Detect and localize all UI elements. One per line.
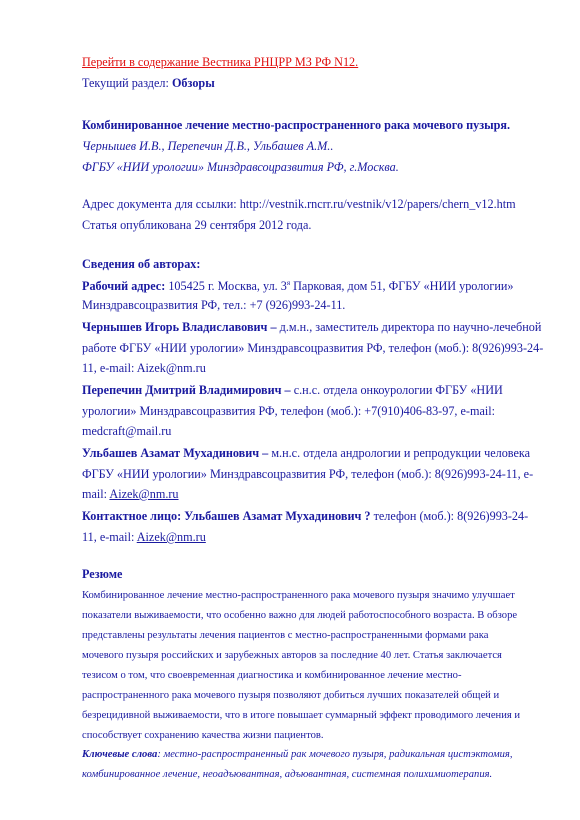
contact-email-link[interactable]: Aizek@nm.ru bbox=[136, 530, 206, 544]
contact-line2 bbox=[82, 530, 206, 544]
work-address-label: Рабочий адрес: bbox=[82, 279, 166, 293]
author3-line2: ФГБУ «НИИ урологии» Минздравсоцразвития РФ, телефон (моб.): 8(926)993-24-11, e- bbox=[82, 467, 534, 481]
publication-date: Статья опубликована 29 сентября 2012 года. bbox=[82, 218, 312, 232]
keywords-line1 bbox=[82, 748, 513, 762]
summary-line: представлены результаты лечения пациентов с местно-распространенными формами рака bbox=[82, 630, 489, 641]
article-title: Комбинированное лечение местно-распространенного рака мочевого пузыря. bbox=[82, 118, 511, 132]
summary-line: тезисом о том, что своевременная диагностика и комбинированное лечение местно- bbox=[82, 670, 462, 681]
summary-line: способствует сохранению качества жизни пациентов. bbox=[82, 730, 324, 741]
author3-email-link[interactable]: Aizek@nm.ru bbox=[109, 487, 179, 501]
work-address-text-2: Парковая, дом 51, ФГБУ «НИИ урологии» bbox=[290, 279, 514, 293]
author3-text: м.н.с. отдела андрологии и репродукции человека bbox=[268, 446, 531, 460]
author3-name: Ульбашев Азамат Мухадинович – bbox=[82, 446, 269, 460]
author1-line3: 11, e-mail: Aizek@nm.ru bbox=[82, 361, 206, 375]
summary-line: мочевого пузыря российских и зарубежных авторов за последние 40 лет. Статья заключается bbox=[82, 650, 502, 661]
section-value: Обзоры bbox=[171, 76, 215, 90]
document-address: Адрес документа для ссылки: http://vestnik.rncrr.ru/vestnik/v12/papers/chern_v12.htm bbox=[82, 197, 516, 211]
author3-line1 bbox=[82, 446, 530, 460]
work-address bbox=[82, 279, 514, 293]
keywords-line2: комбинированное лечение, неоадъювантная, адъювантная, системная полихимиотерапия. bbox=[82, 769, 493, 780]
author2-text: с.н.с. отдела онкоурологии ФГБУ «НИИ bbox=[290, 383, 503, 397]
contact-label: Контактное лицо: Ульбашев Азамат Мухадинович ? bbox=[82, 509, 371, 523]
keywords-text: : местно-распространенный рак мочевого пузыря, радикальная цистэктомия, bbox=[157, 749, 513, 760]
article-authors: Чернышев И.В., Перепечин Д.В., Ульбашев А.М.. bbox=[82, 139, 334, 153]
author1-line2: работе ФГБУ «НИИ урологии» Минздравсоцразвития РФ, телефон (моб.): 8(926)993-24- bbox=[82, 341, 544, 355]
contact-line1 bbox=[82, 509, 528, 523]
author2-name: Перепечин Дмитрий Владимирович – bbox=[82, 383, 291, 397]
section-label: Текущий раздел: bbox=[82, 76, 172, 90]
summary-line: безрецидивной выживаемости, что в итоге повышает суммарный эффект проводимого лечения и bbox=[82, 710, 521, 721]
work-address-sup: я bbox=[286, 278, 291, 287]
summary-line: показатели выживаемости, что особенно важно для людей работоспособного возраста. В обзоре bbox=[82, 610, 518, 621]
author2-line2: урологии» Минздравсоцразвития РФ, телефон (моб.): +7(910)406-83-97, e-mail: bbox=[82, 404, 496, 418]
author2-line3: medcraft@mail.ru bbox=[82, 424, 172, 438]
author1-name: Чернышев Игорь Владиславович – bbox=[82, 320, 277, 334]
summary-line: распространенного рака мочевого пузыря позволяют добиться лучших показателей общей и bbox=[82, 690, 500, 701]
contents-link[interactable]: Перейти в содержание Вестника РНЦРР МЗ РФ N12. bbox=[82, 55, 359, 69]
current-section bbox=[82, 76, 215, 90]
contact-mail-prefix: 11, e-mail: bbox=[82, 530, 137, 544]
summary-heading: Резюме bbox=[82, 567, 123, 581]
author1-line1 bbox=[82, 320, 541, 334]
authors-heading: Сведения об авторах: bbox=[82, 257, 201, 271]
article-institution: ФГБУ «НИИ урологии» Минздравсоцразвития РФ, г.Москва. bbox=[82, 160, 399, 174]
summary-line: Комбинированное лечение местно-распространенного рака мочевого пузыря значимо улучшает bbox=[82, 590, 515, 601]
keywords-label: Ключевые слова bbox=[82, 749, 158, 760]
work-address-text: 105425 г. Москва, ул. 3 bbox=[165, 279, 287, 293]
work-address-line2: Минздравсоцразвития РФ, тел.: +7 (926)993-24-11. bbox=[82, 298, 346, 312]
author1-text: д.м.н., заместитель директора по научно-лечебной bbox=[276, 320, 542, 334]
contact-text: телефон (моб.): 8(926)993-24- bbox=[370, 509, 529, 523]
author2-line1 bbox=[82, 383, 503, 397]
author3-mail-prefix: mail: bbox=[82, 487, 110, 501]
author3-line3 bbox=[82, 487, 179, 501]
